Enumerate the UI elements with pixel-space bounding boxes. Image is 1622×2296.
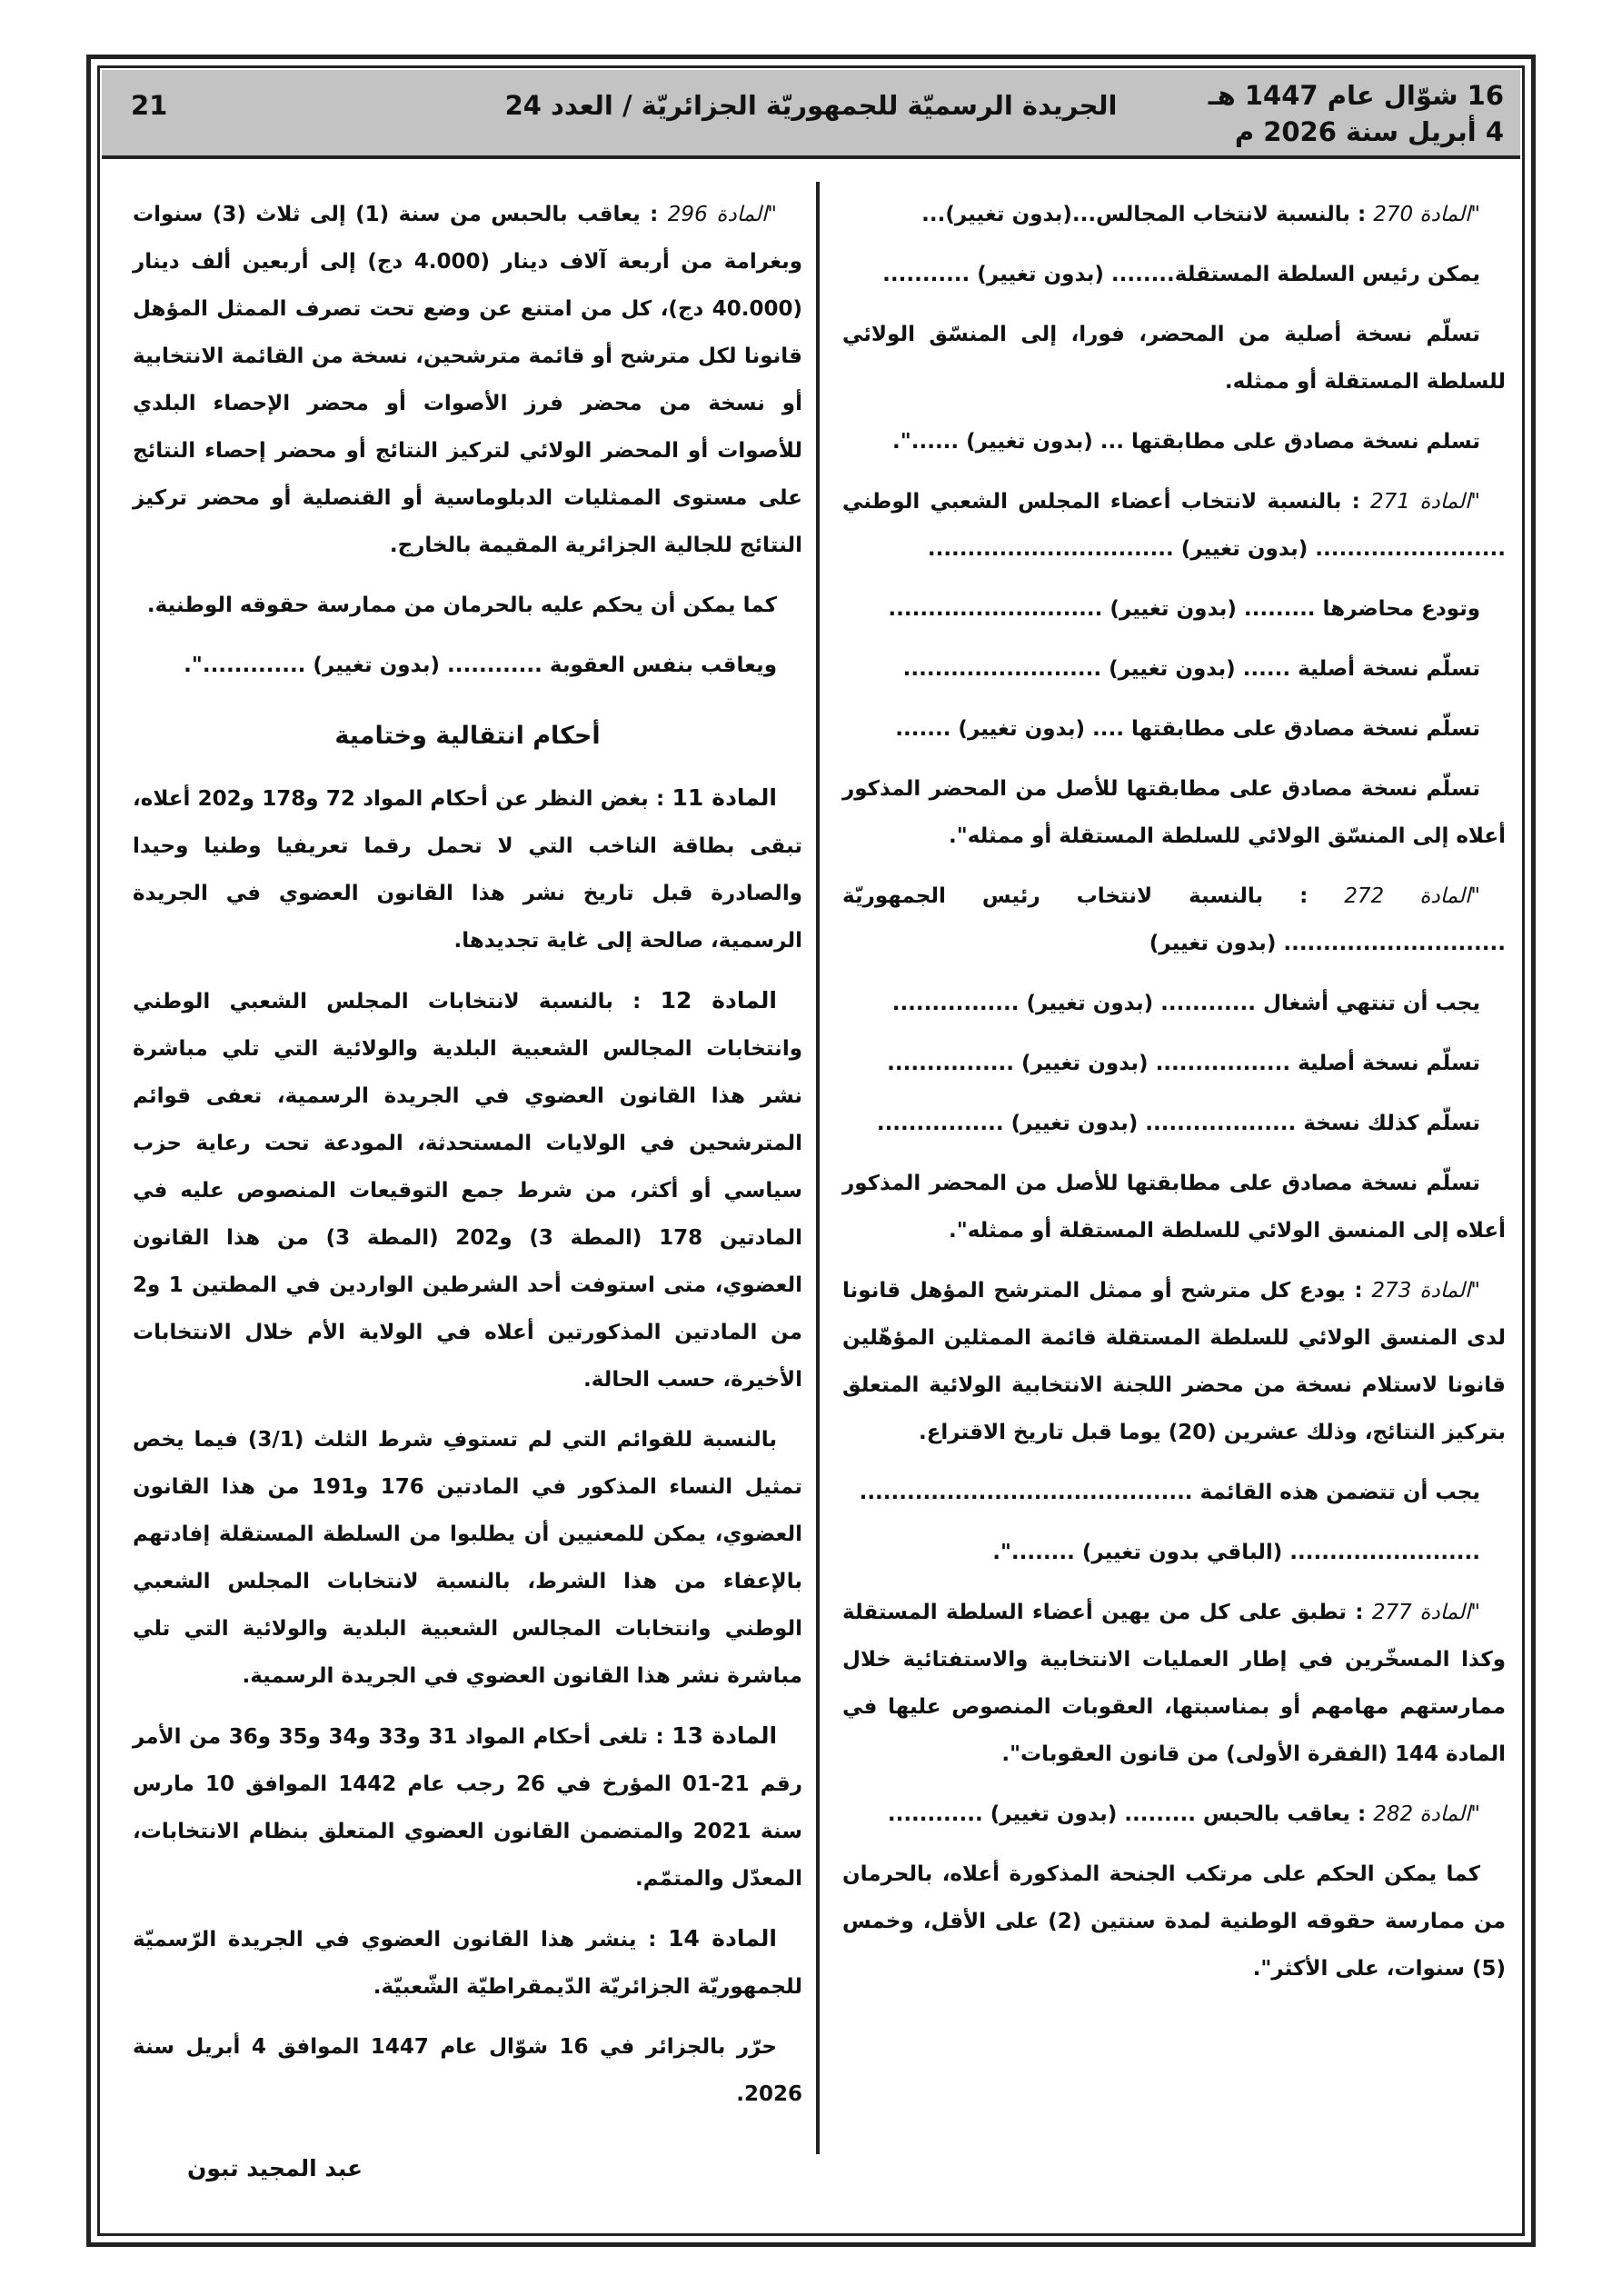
article-label: "المادة 282 [1373, 1802, 1480, 1826]
paragraph-text: ........................ (الباقي بدون تغيير) ........". [992, 1541, 1480, 1564]
paragraph [133, 642, 802, 689]
paragraph [842, 1529, 1506, 1576]
article-paragraph [842, 1589, 1506, 1778]
paragraph [842, 311, 1506, 405]
article-label: "المادة 270 [1373, 203, 1480, 226]
article-label: "المادة 271 [1370, 490, 1480, 514]
paragraph-text: تسلّم نسخة مصادق على مطابقتها للأصل من المحضر المذكور أعلاه إلى المنسّق الولائي للسلطة المستقلة أو ممثله". [842, 777, 1506, 848]
article-paragraph [842, 1791, 1506, 1838]
paragraph-text: تسلّم نسخة مصادق على مطابقتها .... (بدون تغيير) ....... [895, 717, 1480, 741]
article-label: المادة 14 [668, 1925, 777, 1952]
paragraph-text: ويعاقب بنفس العقوبة ............ (بدون تغيير) .............". [184, 654, 777, 677]
paragraph [842, 1100, 1506, 1147]
paragraph-text: : يودع كل مترشح أو ممثل المترشح المؤهل قانونا لدى المنسق الولائي للسلطة المستقلة قائمة الممثلين المؤهّلين قانونا لاستلام نسخة من محضر اللجنة الانتخابية الولائية المتعلق بتركيز النتائج، وذلك عشرين (20) يوما قبل تاريخ الاقتراع. [842, 1279, 1506, 1444]
date-gregorian: 4 أبريل سنة 2026 م [1234, 116, 1504, 147]
paragraph-text: : يعاقب بالحبس من سنة (1) إلى ثلاث (3) سنوات وبغرامة من أربعة آلاف دينار (4.000 دج) إلى أربعين ألف دينار (40.000 دج)، كل من امتنع عن وضع تحت تصرف الممثل المؤهل قانونا لكل مترشح أو قائمة مترشحين، نسخة من القائمة الانتخابية أو نسخة من محضر فرز الأصوات أو محضر الإحصاء البلدي للأصوات أو المحضر الولائي لتركيز النتائج أو محضر إحصاء النتائج على مستوى الممثليات الدبلوماسية أو القنصلية أو محضر تركيز النتائج للجالية الجزائرية المقيمة بالخارج. [133, 203, 802, 557]
paragraph [842, 1851, 1506, 1992]
paragraph-text: : بالنسبة لانتخاب رئيس الجمهوريّة ............................ (بدون تغيير) [842, 884, 1506, 955]
left-column [133, 191, 802, 2192]
paragraph-text: : بالنسبة لانتخاب المجالس...(بدون تغيير)... [921, 203, 1374, 226]
date-hijri: 16 شوّال عام 1447 هـ [1208, 80, 1504, 111]
paragraph-text: تسلّم كذلك نسخة ................... (بدون تغيير) ................ [876, 1112, 1480, 1135]
page-number: 21 [131, 90, 168, 121]
paragraph-text: وتودع محاضرها ......... (بدون تغيير) ........................... [888, 597, 1480, 621]
article-label: "المادة 277 [1371, 1601, 1480, 1624]
right-column [842, 191, 1506, 2005]
paragraph-text: : تطبق على كل من يهين أعضاء السلطة المستقلة وكذا المسخّرين في إطار العمليات الانتخابية والاستفتائية خلال ممارستهم مهامهم أو بمناسبتها، العقوبات المنصوص عليها في المادة 144 (الفقرة الأولى) من قانون العقوبات". [842, 1601, 1506, 1766]
paragraph [842, 585, 1506, 633]
paragraph-text: حرّر بالجزائر في 16 شوّال عام 1447 الموافق 4 أبريل سنة 2026. [133, 2035, 802, 2106]
article-paragraph [842, 478, 1506, 573]
paragraph-text: يجب أن تتضمن هذه القائمة .......................................... [859, 1481, 1480, 1504]
paragraph-text: : تلغى أحكام المواد 31 و33 و34 و35 و36 من الأمر رقم 21-01 المؤرخ في 26 رجب عام 1442 الموافق 10 مارس سنة 2021 والمتضمن القانون العضوي المتعلق بنظام الانتخابات، المعدّل والمتمّم. [133, 1725, 803, 1891]
paragraph-text: : ينشر هذا القانون العضوي في الجريدة الرّسميّة للجمهوريّة الجزائريّة الدّيمقراطيّة الشّعبيّة. [133, 1928, 802, 1999]
paragraph [842, 705, 1506, 753]
paragraph-text: يمكن رئيس السلطة المستقلة........ (بدون تغيير) ........... [882, 263, 1480, 286]
article-paragraph [842, 1267, 1506, 1456]
article-label: المادة 12 [660, 987, 777, 1013]
paragraph [842, 1040, 1506, 1087]
article-label: المادة 13 [672, 1722, 778, 1749]
article-paragraph [133, 774, 802, 964]
paragraph-text: تسلم نسخة مصادق على مطابقتها ... (بدون تغيير) ......". [892, 430, 1480, 454]
paragraph [842, 980, 1506, 1027]
paragraph [842, 1160, 1506, 1254]
column-divider [816, 182, 820, 2154]
article-label: "المادة 273 [1371, 1279, 1481, 1303]
paragraph [842, 418, 1506, 465]
article-label: "المادة 296 [667, 203, 777, 226]
paragraph [133, 2023, 802, 2118]
article-paragraph [133, 1915, 802, 2011]
paragraph-text: تسلّم نسخة أصلية ...... (بدون تغيير) ......................... [902, 657, 1480, 681]
paragraph [133, 1416, 802, 1700]
article-paragraph [133, 977, 802, 1403]
paragraph-text: تسلّم نسخة أصلية من المحضر، فورا، إلى المنسّق الولائي للسلطة المستقلة أو ممثله. [842, 323, 1506, 394]
article-paragraph [842, 191, 1506, 238]
paragraph [842, 251, 1506, 298]
paragraph [842, 645, 1506, 693]
paragraph-text: : بالنسبة لانتخابات المجلس الشعبي الوطني وانتخابات المجالس الشعبية البلدية والولائية التي تلي مباشرة نشر هذا القانون العضوي في الجريدة الرسمية، تعفى قوائم المترشحين في الولايات المستحدثة، المودعة تحت رعاية حزب سياسي أو أكثر، من شرط جمع التوقيعات المنصوص عليه في المادتين 178 (المطة 3) و202 (المطة 3) من هذا القانون العضوي، متى استوفت أحد الشرطين الواردين في المطتين 1 و2 من المادتين المذكورتين أعلاه في الولاية الأم خلال الانتخابات الأخيرة، حسب الحالة. [133, 990, 803, 1392]
article-label: "المادة 272 [1344, 884, 1480, 908]
paragraph-text: : بالنسبة لانتخاب أعضاء المجلس الشعبي الوطني ........................ (بدون تغيير) ............................... [842, 490, 1506, 561]
paragraph [133, 582, 802, 629]
paragraph [842, 1469, 1506, 1516]
paragraph-text: يجب أن تنتهي أشغال ............ (بدون تغيير) ................ [891, 992, 1480, 1015]
article-paragraph [133, 1712, 802, 1902]
paragraph-text: : يعاقب بالحبس ......... (بدون تغيير) ............ [887, 1802, 1374, 1826]
article-label: المادة 11 [672, 784, 778, 811]
paragraph-text: كما يمكن الحكم على مرتكب الجنحة المذكورة أعلاه، بالحرمان من ممارسة حقوقه الوطنية لمدة سنتين (2) على الأقل، وخمس (5) سنوات، على الأكثر". [842, 1862, 1506, 1981]
paragraph-text: كما يمكن أن يحكم عليه بالحرمان من ممارسة حقوقه الوطنية. [146, 594, 777, 617]
paragraph [842, 765, 1506, 860]
paragraph-text: بالنسبة للقوائم التي لم تستوفِ شرط الثلث (3/1) فيما يخص تمثيل النساء المذكور في المادتين 176 و191 من هذا القانون العضوي، يمكن للمعنيين أن يطلبوا من السلطة المستقلة إفادتهم بالإعفاء من هذا الشرط، بالنسبة لانتخابات المجلس الشعبي الوطني وانتخابات المجالس الشعبية البلدية والولائية التي تلي مباشرة نشر هذا القانون العضوي في الجريدة الرسمية. [133, 1428, 802, 1688]
section-heading: أحكام انتقالية وختامية [334, 722, 601, 750]
signature: عبد المجيد تبون [187, 2155, 363, 2181]
paragraph-text: تسلّم نسخة أصلية ................. (بدون تغيير) ................ [887, 1052, 1480, 1075]
paragraph-text: تسلّم نسخة مصادق على مطابقتها للأصل من المحضر المذكور أعلاه إلى المنسق الولائي للسلطة المستقلة أو ممثله". [842, 1172, 1506, 1243]
gazette-header [102, 70, 1520, 159]
paragraph-text: : بغض النظر عن أحكام المواد 72 و178 و202 أعلاه، تبقى بطاقة الناخب التي لا تحمل رقما تعريفيا وطنيا وحيدا والصادرة قبل تاريخ نشر هذا القانون العضوي في الجريدة الرسمية، صالحة إلى غاية تجديدها. [133, 787, 802, 953]
article-paragraph [842, 873, 1506, 967]
article-paragraph [133, 191, 802, 569]
gazette-title: الجريدة الرسميّة للجمهوريّة الجزائريّة / العدد 24 [504, 90, 1118, 121]
